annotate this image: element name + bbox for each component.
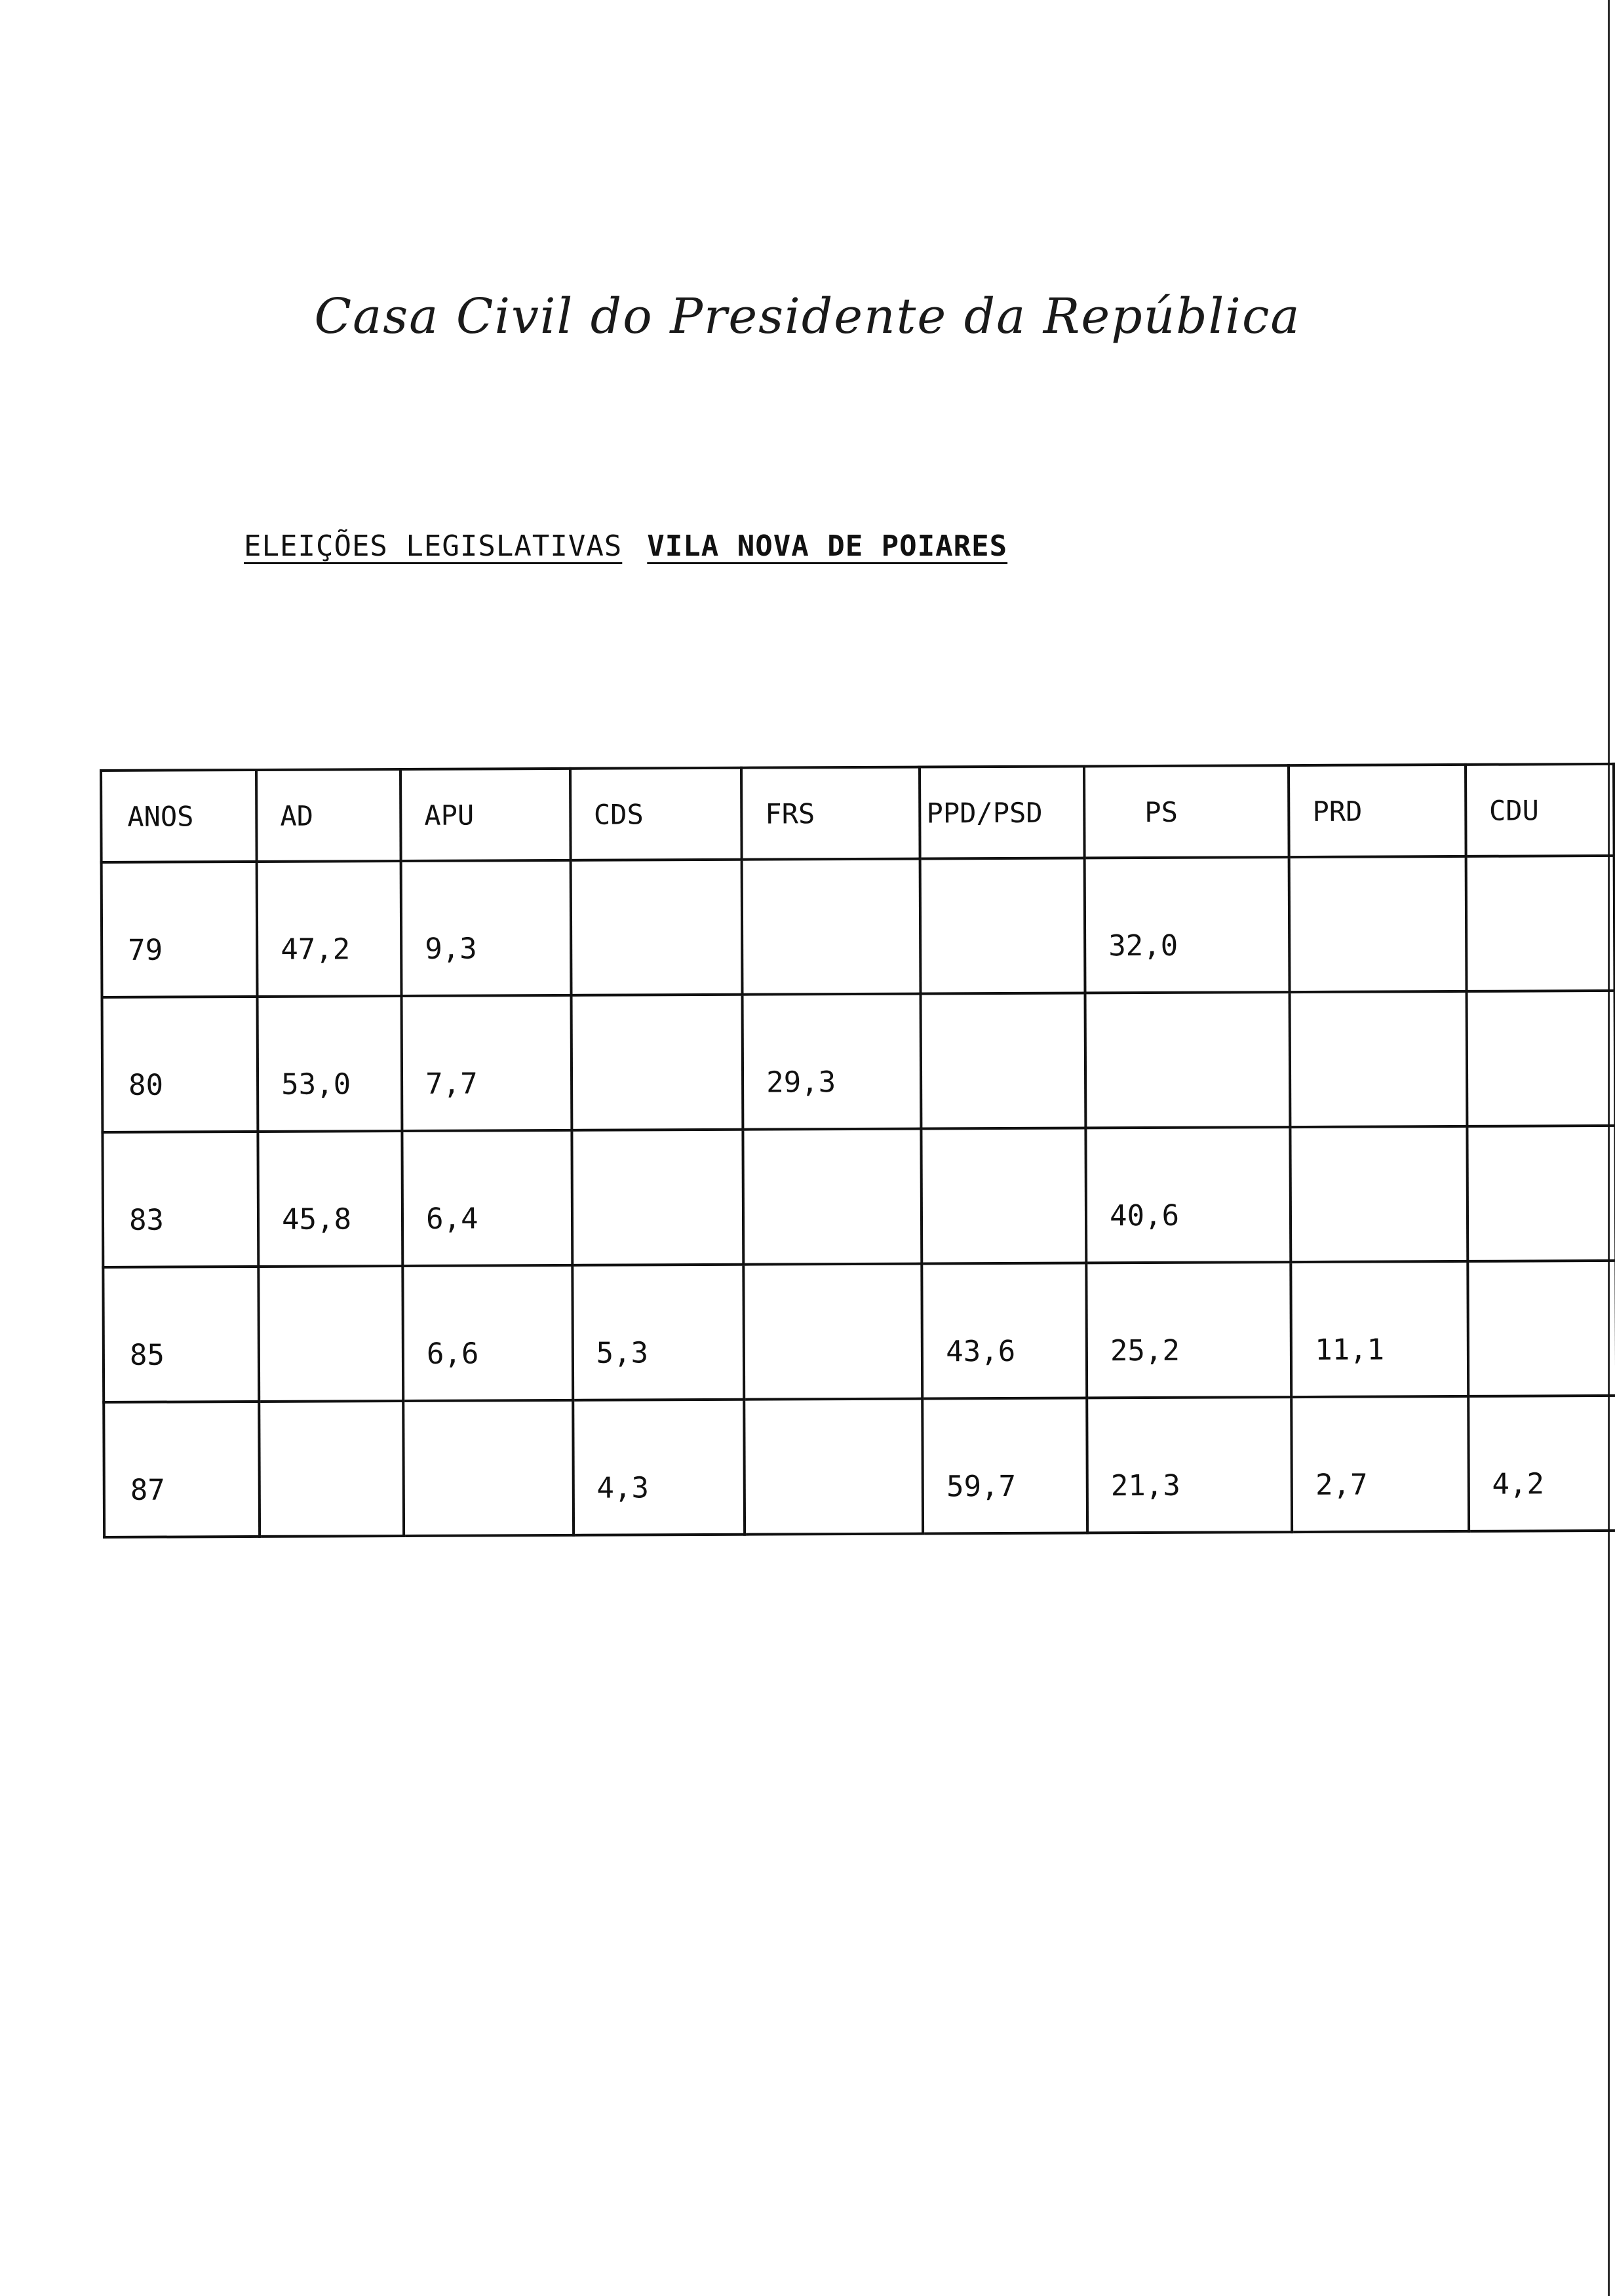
cell-cdu: 4,2 xyxy=(1468,1396,1615,1531)
cell-prd xyxy=(1290,991,1467,1127)
table-row xyxy=(102,991,1615,1132)
table-row xyxy=(103,1261,1615,1402)
cell-cdu xyxy=(1468,1261,1615,1396)
cell-cds xyxy=(571,995,743,1130)
document-heading xyxy=(244,529,1007,563)
heading-election-type: ELEIÇÕES LEGISLATIVAS xyxy=(244,529,623,563)
cell-frs xyxy=(743,1264,922,1400)
cell-apu: 7,7 xyxy=(402,995,572,1131)
cell-frs xyxy=(744,1399,923,1535)
header-ad: AD xyxy=(256,769,401,862)
cell-apu: 6,4 xyxy=(402,1130,572,1266)
header-apu: APU xyxy=(400,769,570,861)
cell-cdu xyxy=(1467,1126,1615,1261)
cell-year: 83 xyxy=(102,1132,258,1267)
table-row xyxy=(102,1126,1615,1267)
cell-apu: 6,6 xyxy=(402,1265,572,1401)
cell-ps: 25,2 xyxy=(1086,1262,1291,1398)
cell-ppd-psd xyxy=(920,858,1085,993)
cell-ad xyxy=(259,1401,404,1537)
cell-apu: 9,3 xyxy=(401,860,571,996)
header-ps: PS xyxy=(1084,765,1289,858)
cell-cdu xyxy=(1466,856,1614,991)
cell-ppd-psd: 43,6 xyxy=(922,1263,1087,1398)
header-cds: CDS xyxy=(570,768,742,860)
cell-cds: 4,3 xyxy=(573,1400,745,1535)
cell-ps: 21,3 xyxy=(1087,1397,1292,1533)
cell-ppd-psd: 59,7 xyxy=(923,1398,1088,1533)
header-frs: FRS xyxy=(741,767,920,860)
cell-ps: 32,0 xyxy=(1085,857,1290,993)
cell-ad xyxy=(258,1266,403,1402)
cell-frs xyxy=(742,859,921,995)
cell-prd: 2,7 xyxy=(1291,1396,1468,1532)
header-cdu: CDU xyxy=(1466,764,1614,856)
cell-year: 79 xyxy=(102,862,258,997)
cell-frs: 29,3 xyxy=(743,994,922,1130)
cell-ad: 53,0 xyxy=(258,996,402,1132)
header-row xyxy=(101,764,1614,862)
heading-municipality: VILA NOVA DE POIARES xyxy=(647,529,1008,563)
cell-ps xyxy=(1085,992,1291,1128)
cell-year: 87 xyxy=(104,1402,260,1537)
cell-cdu xyxy=(1466,991,1615,1126)
header-anos: ANOS xyxy=(101,770,257,862)
header-prd: PRD xyxy=(1289,765,1466,857)
cell-frs xyxy=(743,1129,922,1265)
cell-cds xyxy=(570,860,742,995)
cell-year: 85 xyxy=(103,1267,259,1402)
cell-prd xyxy=(1291,1126,1468,1262)
table-row xyxy=(104,1396,1615,1537)
table-row xyxy=(102,856,1615,997)
cell-prd xyxy=(1289,856,1466,992)
cell-cds: 5,3 xyxy=(572,1265,744,1400)
cell-ad: 47,2 xyxy=(257,861,402,997)
cell-ppd-psd xyxy=(922,1128,1087,1263)
cell-ps: 40,6 xyxy=(1085,1127,1291,1263)
cell-ppd-psd xyxy=(921,993,1086,1128)
election-results-table xyxy=(100,763,1615,1539)
cell-prd: 11,1 xyxy=(1291,1261,1468,1397)
header-ppd-psd: PPD/PSD xyxy=(920,766,1084,858)
letterhead: Casa Civil do Presidente da República xyxy=(314,288,1301,345)
cell-year: 80 xyxy=(102,997,258,1132)
cell-cds xyxy=(572,1130,743,1265)
cell-apu xyxy=(403,1400,573,1536)
cell-ad: 45,8 xyxy=(258,1131,402,1267)
